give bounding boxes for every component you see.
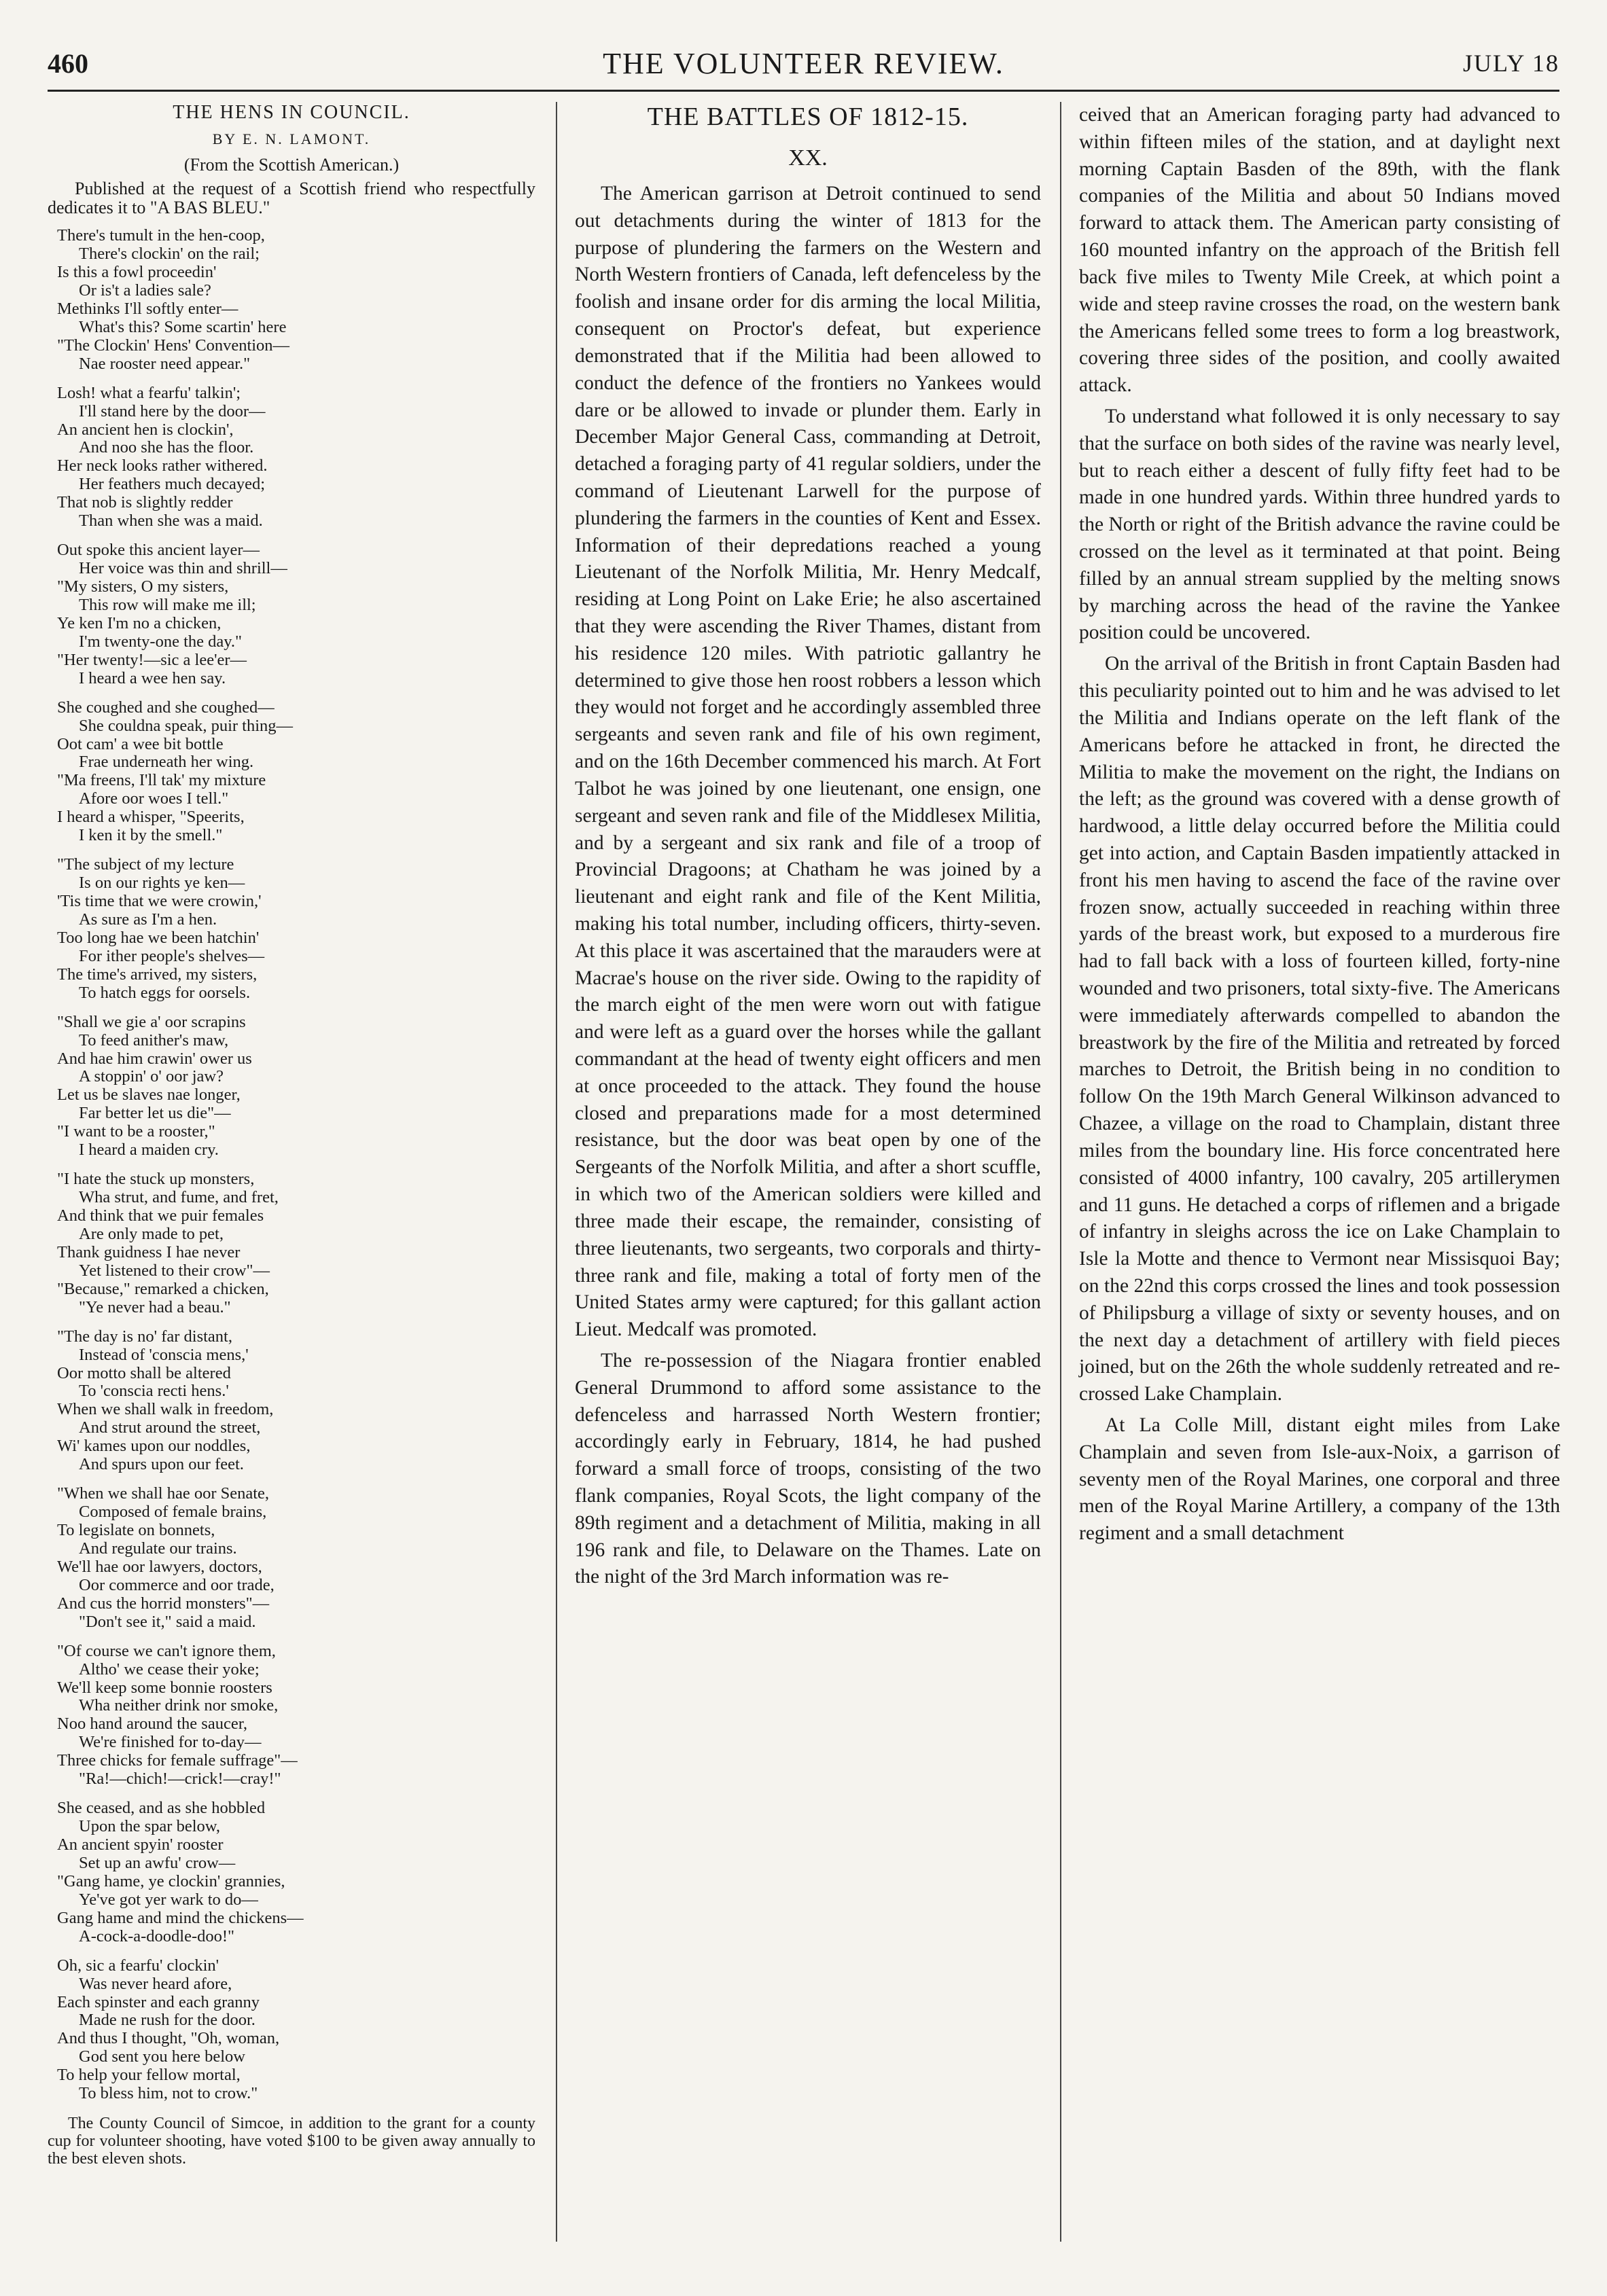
- poem-line: I ken it by the smell.": [79, 826, 223, 845]
- poem-line: I'm twenty-one the day.": [79, 632, 243, 651]
- article-number: XX.: [788, 145, 828, 171]
- article-paragraph: ceived that an American foraging party had advanced to within fifteen miles of the station, and at daylight next morning Captain Basden of the 89th, with the flank companies of the Militia and about 50 Indians moved forward to attack them. The American party consisting of 160 mounted infantry on the approach of the British fell back five miles to Twenty Mile Creek, at which point a wide and steep ravine crosses the road, on the western bank the Americans felled some trees to form a log breastwork, covering three sides of the position, and coolly awaited attack.: [1079, 104, 1560, 397]
- poem-line: "Ra!—chich!—crick!—cray!": [79, 1770, 281, 1789]
- poem-line: Three chicks for female suffrage"—: [57, 1751, 298, 1770]
- poem-line: Than when she was a maid.: [79, 512, 263, 531]
- poem-line: And hae him crawin' ower us: [57, 1049, 252, 1068]
- poem-line: She couldna speak, puir thing—: [79, 716, 294, 735]
- poem-line: Composed of female brains,: [79, 1503, 267, 1522]
- poem-line: Methinks I'll softly enter—: [57, 299, 239, 318]
- poem-line: And spurs upon our feet.: [79, 1455, 244, 1474]
- poem-line: "Shall we gie a' oor scrapins: [57, 1012, 246, 1031]
- article-column-1: [561, 102, 1055, 2255]
- poem-line: Gang hame and mind the chickens—: [57, 1908, 304, 1927]
- poem-line: Made ne rush for the door.: [79, 2011, 255, 2030]
- poem-line: When we shall walk in freedom,: [57, 1400, 274, 1419]
- poem-line: "Of course we can't ignore them,: [57, 1641, 276, 1660]
- poem-line: She ceased, and as she hobbled: [57, 1799, 266, 1818]
- poem-line: Wi' kames upon our noddles,: [57, 1437, 251, 1456]
- poem-line: To hatch eggs for oorsels.: [79, 983, 251, 1002]
- poem-line: "Because," remarked a chicken,: [57, 1279, 269, 1298]
- poem-line: "My sisters, O my sisters,: [57, 577, 229, 596]
- poem-line: 'Tis time that we were crowin,': [57, 892, 262, 911]
- poem-line: Oor commerce and oor trade,: [79, 1575, 275, 1594]
- issue-date: JULY 18: [1462, 50, 1559, 77]
- poem-stanza: [48, 1485, 535, 1632]
- poem-line: Each spinster and each granny: [57, 1992, 260, 2011]
- poem-line: "The day is no' far distant,: [57, 1327, 232, 1346]
- article-paragraph: At La Colle Mill, distant eight miles from Lake Champlain and seven from Isle-aux-Noix, a garrison of seventy men of the Royal Marines, one corporal and three men of the Royal Marine Artillery, a company of the 13th regiment and a small detachment: [1079, 1414, 1560, 1545]
- poem-line: Oot cam' a wee bit bottle: [57, 734, 224, 753]
- poem-line: And regulate our trains.: [79, 1539, 237, 1558]
- poem-line: Upon the spar below,: [79, 1817, 220, 1836]
- poem-line: The time's arrived, my sisters,: [57, 965, 258, 984]
- poem-line: Oor motto shall be altered: [57, 1363, 231, 1382]
- poem-line: Too long hae we been hatchin': [57, 928, 260, 947]
- poem-stanza: [48, 1799, 535, 1946]
- poem-line: Frae underneath her wing.: [79, 753, 254, 772]
- masthead: THE VOLUNTEER REVIEW.: [603, 47, 1004, 80]
- poem-dedication: Published at the request of a Scottish friend who respectfully dedicates it to "A BAS BLEU.": [48, 179, 535, 218]
- page-number: 460: [48, 48, 88, 79]
- poem-line: Is on our rights ye ken—: [79, 874, 245, 893]
- poem-line: Nae rooster need appear.": [79, 354, 251, 373]
- poem-stanza: [48, 1957, 535, 2104]
- poem-line: For ither people's shelves—: [79, 946, 265, 965]
- poem-line: "The subject of my lecture: [57, 855, 234, 874]
- article-paragraph: On the arrival of the British in front Captain Basden had this peculiarity pointed out to him and he was advised to let the Militia and Indians operate on the left flank of the Americans before he attacked in front, he directed the Militia to make the movement on the right, the Indians on the left; as the ground was covered with a dense growth of hardwood, a little delay occurred before the Militia could get into action, and Captain Basden impatiently attacked in front his men having to ascend the face of the ravine over frozen snow, actually succeeded in reaching within three yards of the breast work, but exposed to a murderous fire had to fall back with a loss of fourteen killed, forty-nine wounded and two prisoners, total sixty-five. The Americans were immediately afterwards compelled to abandon the breastwork by the fire of the Militia and retreated by forced marches to Detroit, the British being in no condition to follow On the 19th March General Wilkinson advanced to Chazee, a village on the road to Champlain, distant three miles from the boundary line. His force concentrated here consisted of 4000 infantry, 100 cavalry, 205 artillerymen and 11 guns. He detached a corps of riflemen and a brigade of infantry in sleighs across the ice on Lake Champlain to Isle la Motte and thence to Vermont near Missisquoi Bay; on the 22nd this corps crossed the lines and took possession of Philipsburg a village of sixty or seventy houses, and on the next day a detachment of artillery with field pieces joined, but on the 26th the whole suddenly retreated and re-crossed Lake Champlain.: [1079, 653, 1560, 1405]
- poem-source: (From the Scottish American.): [183, 155, 400, 175]
- poem-line: A stoppin' o' oor jaw?: [79, 1067, 224, 1086]
- poem-stanza: [48, 1170, 535, 1317]
- poem-line: This row will make me ill;: [79, 595, 256, 614]
- poem-stanza: [48, 227, 535, 374]
- poem-line: I heard a maiden cry.: [79, 1141, 219, 1160]
- column-rule: [556, 102, 557, 2242]
- poem-line: Her voice was thin and shrill—: [79, 559, 287, 578]
- poem-line: An ancient spyin' rooster: [57, 1835, 224, 1854]
- poem-line: Noo hand around the saucer,: [57, 1715, 247, 1734]
- poem-line: Ye ken I'm no a chicken,: [57, 613, 222, 632]
- poem-line: "Her twenty!—sic a lee'er—: [57, 650, 247, 669]
- poem-line: We'll hae oor lawyers, doctors,: [57, 1557, 262, 1576]
- poem-line: I'll stand here by the door—: [79, 401, 266, 420]
- poem-line: To help your fellow mortal,: [57, 2066, 241, 2085]
- poem-line: "I hate the stuck up monsters,: [57, 1170, 255, 1189]
- poem-stanza: [48, 699, 535, 846]
- poem-line: God sent you here below: [79, 2047, 245, 2066]
- column-rule: [1060, 102, 1061, 2242]
- poem-line: Set up an awfu' crow—: [79, 1853, 236, 1872]
- poem-line: To feed anither's maw,: [79, 1030, 229, 1050]
- poem-line: Let us be slaves nae longer,: [57, 1086, 241, 1105]
- poem-line: "When we shall hae oor Senate,: [57, 1484, 270, 1503]
- poem-line: Wha strut, and fume, and fret,: [79, 1188, 279, 1207]
- poem-line: She coughed and she coughed—: [57, 698, 275, 717]
- article-paragraph: The American garrison at Detroit continued to send out detachments during the winter of 1813 for the purpose of plundering the farmers on the Western and North Western frontiers of Canada, left defenceless by the foolish and insane order for dis arming the local Militia, consequent on Proctor's defeat, but experience demonstrated that if the Militia had been allowed to conduct the defence of the frontiers no Yankees would dare or be allowed to invade or plunder them. Early in December Major General Cass, commanding at Detroit, detached a foraging party of 41 regular soldiers, under the command of Lieutenant Larwell for the purpose of plundering the farmers in the counties of Kent and Essex. Information of their depredations reached a young Lieutenant of the Norfolk Militia, Mr. Henry Medcalf, residing at Long Point on Lake Erie; he also ascertained that they were ascending the River Thames, distant from his residence 120 miles. With patriotic gallantry he determined to give those hen roost robbers a lesson which they would not forget and he accordingly assembled three sergeants and seven rank and file of his own regiment, and on the 16th December commenced his march. At Fort Talbot he was joined by one lieutenant, one ensign, one sergeant and seven rank and file of the Middlesex Militia, and by a sergeant and six rank and file of a troop of Provincial Dragoons; at Chatham he was joined by a lieutenant and eight rank and file of the Kent Militia, making his total number, including officers, thirty-seven. At this place it was ascertained that the marauders were at Macrae's house on the river side. Owing to the rapidity of the march eight of the men were worn out with fatigue and were left as a guard over the horses while the gallant commandant at the head of twenty eight officers and men at once proceeded to the attack. They found the house closed and preparations made for a most determined resistance, but the door was beat open by one of the Sergeants of the Norfolk Militia, and after a short scuffle, in which two of the American soldiers were killed and three made their escape, the remainder, consisting of three lieutenants, two sergeants, two corporals and thirty-three rank and file, making a total of forty men of the United States army were captured; for this gallant action Lieut. Medcalf was promoted.: [575, 183, 1041, 1341]
- article-body-1: [575, 181, 1041, 1591]
- poem-line: Yet listened to their crow"—: [79, 1261, 270, 1280]
- poem-line: And thus I thought, "Oh, woman,: [57, 2029, 280, 2048]
- poem-stanza: [48, 384, 535, 531]
- page-header: [48, 42, 1559, 92]
- poem-line: There's clockin' on the rail;: [79, 245, 260, 264]
- poem-title: THE HENS IN COUNCIL.: [173, 102, 410, 123]
- poem-stanza: [48, 1014, 535, 1160]
- poem-line: Was never heard afore,: [79, 1974, 232, 1993]
- poem-line: Her neck looks rather withered.: [57, 456, 268, 476]
- poem-line: Instead of 'conscia mens,': [79, 1345, 249, 1364]
- poem-line: That nob is slightly redder: [57, 493, 233, 512]
- poem-line: Far better let us die"—: [79, 1104, 231, 1123]
- poem-line: I heard a wee hen say.: [79, 668, 226, 687]
- poem-line: "Ye never had a beau.": [79, 1297, 231, 1316]
- poem-line: Losh! what a fearfu' talkin';: [57, 383, 241, 402]
- article-column-2: [1067, 102, 1560, 2255]
- poem-line: And noo she has the floor.: [79, 438, 254, 457]
- poem-body: [48, 227, 535, 2103]
- poem-line: And cus the horrid monsters"—: [57, 1594, 270, 1613]
- poem-line: There's tumult in the hen-coop,: [57, 226, 265, 245]
- poem-line: Altho' we cease their yoke;: [79, 1660, 260, 1679]
- poem-stanza: [48, 541, 535, 688]
- poem-stanza: [48, 856, 535, 1003]
- poem-line: To legislate on bonnets,: [57, 1521, 215, 1540]
- poem-line: And think that we puir females: [57, 1206, 264, 1225]
- poem-line: We're finished for to-day—: [79, 1733, 262, 1752]
- poem-line: Thank guidness I hae never: [57, 1242, 241, 1261]
- poem-line: I heard a whisper, "Speerits,: [57, 808, 245, 827]
- poem-line: We'll keep some bonnie roosters: [57, 1678, 272, 1697]
- poem-line: "The Clockin' Hens' Convention—: [57, 336, 290, 355]
- poem-line: Afore oor woes I tell.": [79, 789, 229, 808]
- poem-line: Is this a fowl proceedin': [57, 263, 217, 282]
- poem-line: To 'conscia recti hens.': [79, 1382, 229, 1401]
- poem-line: A-cock-a-doodle-doo!": [79, 1926, 235, 1945]
- poem-column: [48, 102, 550, 2255]
- poem-line: Or is't a ladies sale?: [79, 281, 211, 300]
- poem-stanza: [48, 1328, 535, 1475]
- poem-line: To bless him, not to crow.": [79, 2084, 258, 2103]
- poem-line: And strut around the street,: [79, 1418, 261, 1437]
- poem-byline: BY E. N. LAMONT.: [212, 130, 371, 147]
- poem-line: "Don't see it," said a maid.: [79, 1612, 256, 1631]
- article-paragraph: To understand what followed it is only necessary to say that the surface on both sides of the ravine was nearly level, but to reach either a descent of fully fifty feet had to be made in one hundred yards. Within three hundred yards to the North or right of the British advance the ravine could be crossed on the level as it terminated at that point. Being filled by an annual stream supplied by the melting snows by marching across the head of the ravine the Yankee position could be uncovered.: [1079, 405, 1560, 644]
- poem-line: "I want to be a rooster,": [57, 1122, 215, 1141]
- poem-line: "Gang hame, ye clockin' grannies,: [57, 1871, 285, 1890]
- poem-line: Her feathers much decayed;: [79, 475, 266, 494]
- poem-line: Oh, sic a fearfu' clockin': [57, 1956, 219, 1975]
- poem-line: An ancient hen is clockin',: [57, 420, 234, 439]
- poem-line: As sure as I'm a hen.: [79, 910, 217, 929]
- poem-line: "Ma freens, I'll tak' my mixture: [57, 771, 266, 790]
- county-council-notice: The County Council of Simcoe, in addition to the grant for a county cup for volunteer shooting, have voted $100 to be given away annually to the best eleven shots.: [48, 2115, 535, 2168]
- article-body-2: [1079, 102, 1560, 1547]
- poem-line: Are only made to pet,: [79, 1224, 224, 1243]
- poem-line: Wha neither drink nor smoke,: [79, 1696, 279, 1715]
- article-title: THE BATTLES OF 1812-15.: [647, 103, 969, 131]
- poem-line: Out spoke this ancient layer—: [57, 541, 260, 560]
- poem-line: Ye've got yer wark to do—: [79, 1890, 258, 1909]
- article-paragraph: The re-possession of the Niagara frontier enabled General Drummond to afford some assistance to the defenceless and harrassed North Western frontier; accordingly early in February, 1814, he had pushed forward a small force of troops, consisting of the two flank companies, Royal Scots, the light company of the 89th regiment and a detachment of Militia, making in all 196 rank and file, to Delaware on the Thames. Late on the night of the 3rd March information was re-: [575, 1349, 1041, 1588]
- poem-line: What's this? Some scartin' here: [79, 317, 287, 336]
- poem-stanza: [48, 1643, 535, 1789]
